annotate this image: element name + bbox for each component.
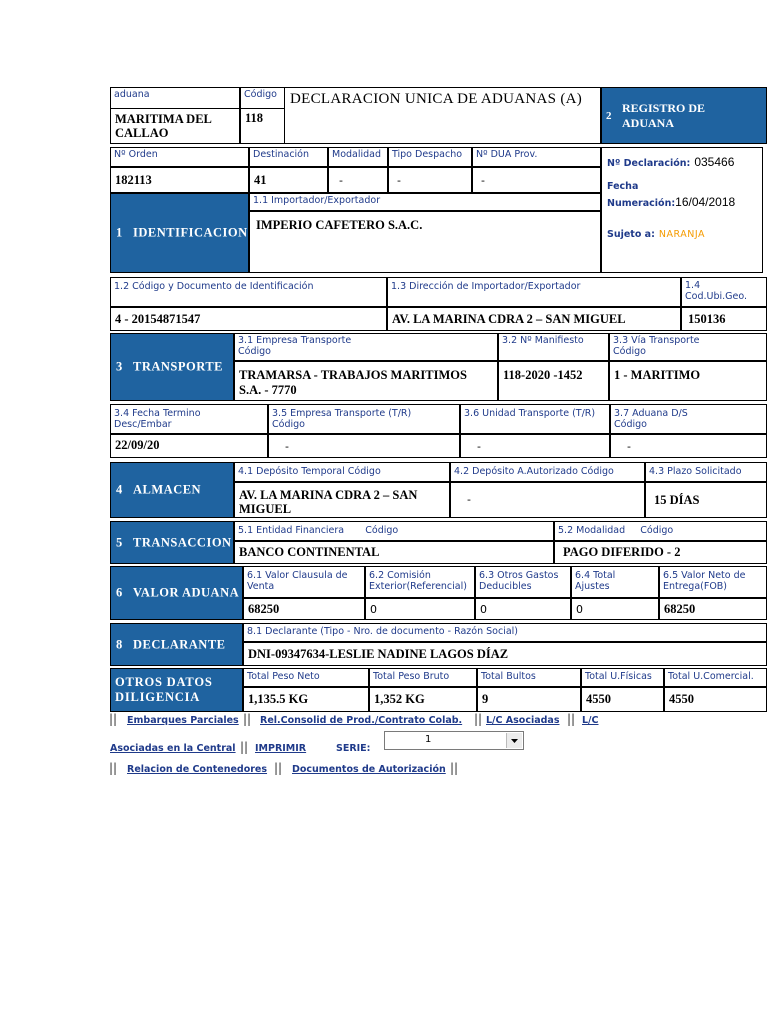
deposito-value-2: MIGUEL (239, 502, 292, 516)
plazo-label: 4.3 Plazo Solicitado (649, 466, 742, 477)
relacion-contenedores-link[interactable]: Relacion de Contenedores (127, 764, 268, 775)
gastos-value-cell (475, 598, 571, 620)
clausula-label-2: Venta (247, 581, 275, 592)
imprimir-link[interactable]: IMPRIMIR (255, 743, 307, 754)
empresa-value-cell (234, 361, 498, 401)
declaracion-label: Nº Declaración: (607, 158, 691, 169)
identificacion-num: 1 (116, 225, 123, 240)
importador-value: IMPERIO CAFETERO S.A.C. (256, 218, 423, 232)
manifiesto-value-cell (498, 361, 609, 401)
unidad-label: 3.6 Unidad Transporte (T/R) (464, 408, 596, 419)
aduana-label: aduana (114, 89, 150, 100)
bultos-value-cell (477, 687, 581, 712)
registro-section (601, 87, 767, 144)
deposito-value-cell (234, 482, 450, 518)
fisicas-label-cell (581, 668, 664, 687)
entidad-label-cell (234, 521, 554, 541)
lc-link[interactable]: L/C (582, 715, 599, 726)
entidad-label: 5.1 Entidad Financiera Código (238, 525, 399, 536)
clausula-value: 68250 (248, 602, 280, 616)
declarante-num: 8 (116, 637, 123, 651)
importador-label: 1.1 Importador/Exportador (253, 195, 381, 206)
empresa-value-1: TRAMARSA - TRABAJOS MARITIMOS (239, 368, 467, 382)
peso-neto-value: 1,135.5 KG (248, 692, 309, 706)
tipo-label-cell (388, 147, 472, 167)
empresa-label-cell (234, 333, 498, 361)
otros-datos-section (110, 668, 243, 712)
importador-value-cell (249, 211, 601, 273)
otros-datos-title-1: OTROS DATOS (115, 675, 213, 689)
fob-label-1: 6.5 Valor Neto de (663, 570, 746, 581)
gastos-label-cell (475, 566, 571, 598)
empresa-tr-label-2: Código (272, 419, 305, 430)
comercial-value-cell (664, 687, 767, 712)
peso-neto-value-cell (243, 687, 369, 712)
identificacion-title: IDENTIFICACION (133, 225, 248, 240)
empresa-tr-label-1: 3.5 Empresa Transporte (T/R) (272, 408, 412, 419)
plazo-value: 15 DÍAS (654, 493, 700, 507)
ajustes-value-cell (571, 598, 659, 620)
fecha-label: Fecha (607, 181, 639, 192)
codigo-doc-value: 4 - 20154871547 (115, 312, 201, 326)
fisicas-label: Total U.Físicas (585, 671, 652, 682)
direccion-label-cell (387, 277, 681, 307)
peso-bruto-value-cell (369, 687, 477, 712)
transaccion-num: 5 (116, 535, 123, 549)
codigo-doc-label: 1.2 Código y Documento de Identificación (114, 281, 314, 292)
tipo-despacho-value: - (397, 174, 401, 187)
fisicas-value-cell (581, 687, 664, 712)
transaccion-title: TRANSACCION (133, 535, 232, 549)
numeracion-label: Numeración: (607, 198, 676, 209)
dua-prov-label: Nº DUA Prov. (476, 149, 538, 160)
destinacion-value: 41 (254, 173, 267, 187)
aduana-label-cell (110, 87, 240, 109)
aduana-ds-value: - (627, 440, 631, 453)
clausula-label-1: 6.1 Valor Clausula de (247, 570, 348, 581)
autorizado-label: 4.2 Depósito A.Autorizado Código (454, 466, 614, 477)
codigo-doc-value-cell (110, 307, 387, 331)
aduana-ds-label-1: 3.7 Aduana D/S (614, 408, 688, 419)
empresa-value-2: S.A. - 7770 (239, 383, 297, 397)
peso-neto-label-cell (243, 668, 369, 687)
direccion-value-cell (387, 307, 681, 331)
title-cell (284, 87, 601, 144)
dua-prov-value: - (481, 174, 485, 187)
asociadas-central-link[interactable]: Asociadas en la Central (110, 743, 236, 754)
transporte-title: TRANSPORTE (133, 359, 223, 374)
lc-asociadas-link[interactable]: L/C Asociadas (486, 715, 560, 726)
dua-label-cell (472, 147, 601, 167)
direccion-label: 1.3 Dirección de Importador/Exportador (391, 281, 581, 292)
aduana-ds-label-2: Código (614, 419, 647, 430)
orden-value: 182113 (115, 173, 152, 187)
modalidad-label-cell (328, 147, 388, 167)
modalidad-pago-value: PAGO DIFERIDO - 2 (563, 545, 681, 559)
tipo-despacho-label: Tipo Despacho (392, 149, 463, 160)
gastos-label-2: Deducibles (479, 581, 532, 592)
fob-value: 68250 (664, 602, 696, 616)
declaracion-box (601, 147, 763, 273)
serie-select-value: 1 (425, 734, 432, 745)
codigo-label-cell (240, 87, 285, 109)
declarante-label-cell (243, 623, 767, 642)
documentos-autorizacion-link[interactable]: Documentos de Autorización (292, 764, 446, 775)
fecha-termino-value: 22/09/20 (115, 438, 160, 452)
serie-select[interactable] (384, 731, 524, 750)
separator: || (240, 740, 249, 754)
transporte-section (110, 333, 234, 401)
declarante-section (110, 623, 243, 666)
fecha-termino-label-2: Desc/Embar (114, 419, 172, 430)
modalidad-pago-label: 5.2 Modalidad Código (558, 525, 674, 536)
declarante-value-cell (243, 642, 767, 666)
declarante-title: DECLARANTE (133, 637, 226, 651)
ubigeo-value: 150136 (688, 312, 726, 326)
plazo-value-cell (645, 482, 767, 518)
modalidad-pago-label-cell (554, 521, 767, 541)
separator: || (567, 712, 576, 726)
manifiesto-value: 118-2020 -1452 (503, 368, 583, 382)
comision-value-cell (365, 598, 475, 620)
registro-num: 2 (606, 110, 612, 122)
via-label-cell (609, 333, 767, 361)
modalidad-pago-value-cell (554, 541, 767, 564)
deposito-label: 4.1 Depósito Temporal Código (238, 466, 381, 477)
page-title: DECLARACION UNICA DE ADUANAS (A) (290, 91, 583, 107)
transporte-num: 3 (116, 359, 123, 374)
ubigeo-label-1: 1.4 (685, 280, 701, 291)
empresa-label-1: 3.1 Empresa Transporte (238, 335, 352, 346)
autorizado-value: - (467, 493, 471, 506)
via-value: 1 - MARITIMO (614, 368, 701, 382)
comercial-value: 4550 (669, 692, 694, 706)
ajustes-label-2: Ajustes (575, 581, 610, 592)
comercial-label-cell (664, 668, 767, 687)
via-value-cell (609, 361, 767, 401)
clausula-value-cell (243, 598, 365, 620)
autorizado-value-cell (450, 482, 645, 518)
importador-label-cell (249, 193, 601, 211)
separator: || (109, 712, 118, 726)
manifiesto-label-cell (498, 333, 609, 361)
orden-label: Nº Orden (114, 149, 158, 160)
comision-label-1: 6.2 Comisión (369, 570, 431, 581)
separator: || (274, 761, 283, 775)
via-label-2: Código (613, 346, 646, 357)
fob-label-2: Entrega(FOB) (663, 581, 728, 592)
aduana-ds-value-cell (610, 434, 767, 458)
autorizado-label-cell (450, 462, 645, 482)
tipo-value-cell (388, 167, 472, 193)
modalidad-value-cell (328, 167, 388, 193)
serie-label: SERIE: (336, 743, 371, 754)
comercial-label: Total U.Comercial. (668, 671, 754, 682)
empresa-label-2: Código (238, 346, 271, 357)
gastos-label-1: 6.3 Otros Gastos (479, 570, 559, 581)
ajustes-label-cell (571, 566, 659, 598)
modalidad-value: - (339, 174, 343, 187)
embarques-parciales-link[interactable]: Embarques Parciales (127, 715, 239, 726)
declaracion-value: 035466 (694, 155, 735, 169)
orden-label-cell (110, 147, 249, 167)
peso-bruto-label-cell (369, 668, 477, 687)
fecha-value: 16/04/2018 (675, 195, 736, 209)
valor-aduana-num: 6 (116, 585, 123, 600)
declarante-label: 8.1 Declarante (Tipo - Nro. de documento - Razón Social) (247, 626, 518, 637)
ubigeo-label-2: Cod.Ubi.Geo. (685, 291, 748, 302)
almacen-section (110, 462, 234, 518)
bultos-label-cell (477, 668, 581, 687)
comision-label-cell (365, 566, 475, 598)
peso-bruto-label: Total Peso Bruto (373, 671, 450, 682)
gastos-value: 0 (480, 603, 487, 616)
sujeto-label: Sujeto a: (607, 229, 655, 240)
ubigeo-value-cell (681, 307, 767, 331)
separator: || (474, 712, 483, 726)
orden-value-cell (110, 167, 249, 193)
otros-datos-title-2: DILIGENCIA (115, 690, 201, 704)
fob-label-cell (659, 566, 767, 598)
valor-aduana-section (110, 566, 243, 620)
valor-aduana-title: VALOR ADUANA (133, 585, 240, 600)
empresa-tr-value: - (285, 440, 289, 453)
peso-neto-label: Total Peso Neto (247, 671, 320, 682)
codigo-doc-label-cell (110, 277, 387, 307)
unidad-label-cell (460, 404, 610, 434)
fecha-termino-value-cell (110, 434, 268, 458)
peso-bruto-value: 1,352 KG (374, 692, 425, 706)
declarante-value: DNI-09347634-LESLIE NADINE LAGOS DÍAZ (248, 647, 509, 661)
transaccion-section (110, 521, 234, 564)
codigo-value: 118 (245, 111, 264, 125)
bultos-value: 9 (482, 692, 489, 706)
plazo-label-cell (645, 462, 767, 482)
aduana-value-cell (110, 108, 240, 144)
identificacion-section (110, 193, 249, 273)
unidad-value: - (477, 440, 481, 453)
modalidad-label: Modalidad (332, 149, 382, 160)
via-label-1: 3.3 Vía Transporte (613, 335, 700, 346)
deposito-label-cell (234, 462, 450, 482)
almacen-num: 4 (116, 482, 123, 497)
aduana-ds-label-cell (610, 404, 767, 434)
entidad-value: BANCO CONTINENTAL (239, 545, 380, 559)
ajustes-value: 0 (576, 603, 583, 616)
comision-label-2: Exterior(Referencial) (369, 581, 467, 592)
chevron-down-icon[interactable] (506, 733, 522, 748)
destinacion-label-cell (249, 147, 328, 167)
registro-label: REGISTRO DE ADUANA (622, 101, 706, 130)
separator: || (450, 761, 459, 775)
destinacion-value-cell (249, 167, 328, 193)
empresa-tr-value-cell (268, 434, 460, 458)
comision-value: 0 (370, 603, 377, 616)
fecha-termino-label-cell (110, 404, 268, 434)
fisicas-value: 4550 (586, 692, 611, 706)
deposito-value-1: AV. LA MARINA CDRA 2 – SAN (239, 488, 418, 502)
entidad-value-cell (234, 541, 554, 564)
ubigeo-label-cell (681, 277, 767, 307)
empresa-tr-label-cell (268, 404, 460, 434)
unidad-value-cell (460, 434, 610, 458)
separator: || (243, 712, 252, 726)
bultos-label: Total Bultos (481, 671, 536, 682)
ajustes-label-1: 6.4 Total (575, 570, 616, 581)
rel-consolid-link[interactable]: Rel.Consolid de Prod./Contrato Colab. (260, 715, 463, 726)
almacen-title: ALMACEN (133, 482, 202, 497)
direccion-value: AV. LA MARINA CDRA 2 – SAN MIGUEL (392, 312, 626, 326)
destinacion-label: Destinación (253, 149, 310, 160)
dua-value-cell (472, 167, 601, 193)
separator: || (109, 761, 118, 775)
manifiesto-label: 3.2 Nº Manifiesto (502, 335, 584, 346)
fecha-termino-label-1: 3.4 Fecha Termino (114, 408, 201, 419)
codigo-value-cell (240, 108, 285, 144)
sujeto-value: NARANJA (658, 229, 705, 240)
aduana-value: MARITIMA DEL CALLAO (115, 112, 212, 140)
fob-value-cell (659, 598, 767, 620)
codigo-label: Código (244, 89, 277, 100)
clausula-label-cell (243, 566, 365, 598)
